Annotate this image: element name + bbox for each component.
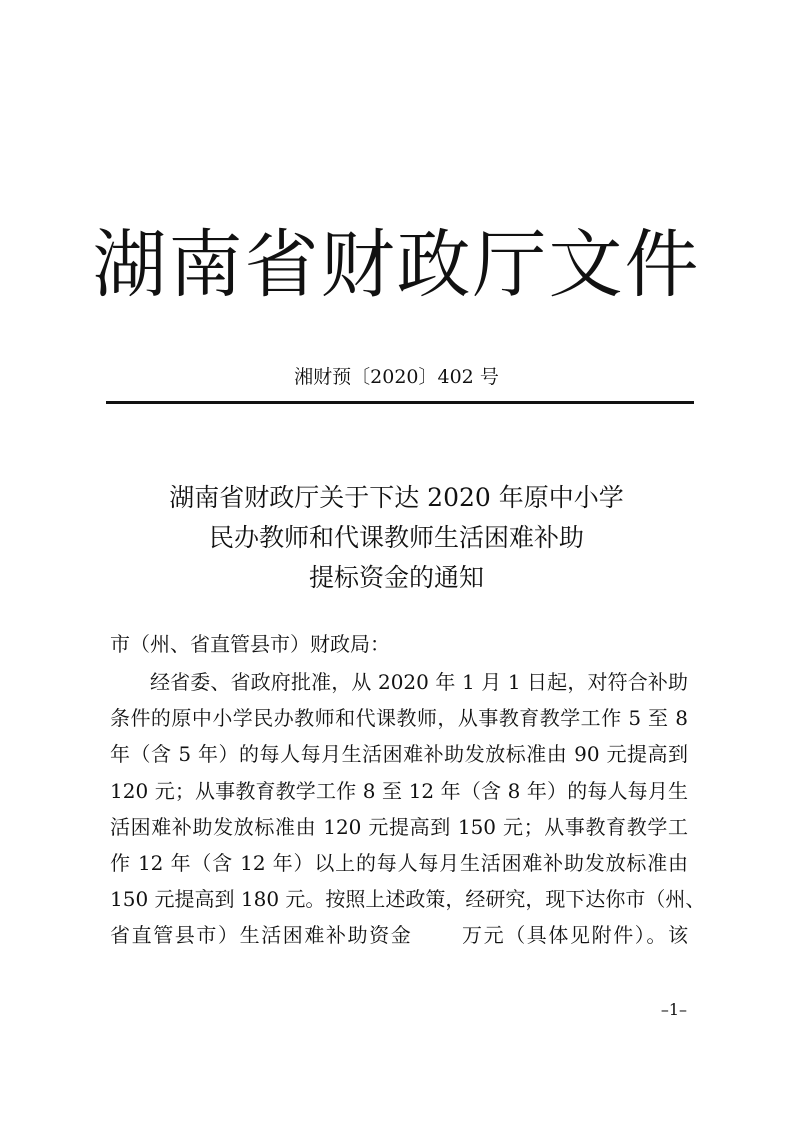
body-line-8-part-2: 万元（具体见附件）。该 <box>460 923 689 948</box>
notice-title <box>0 478 793 598</box>
body-line-3: 年（含 5 年）的每人每月生活困难补助发放标准由 90 元提高到 <box>110 742 688 767</box>
body-line-2: 条件的原中小学民办教师和代课教师，从事教育教学工作 5 至 8 <box>110 706 688 731</box>
body-line-6: 作 12 年（含 12 年）以上的每人每月生活困难补助发放标准由 <box>110 851 688 876</box>
notice-title-line-1: 湖南省财政厅关于下达 2020 年原中小学 <box>169 483 624 512</box>
document-number: 湘财预〔2020〕402 号 <box>294 366 499 388</box>
body-line-8 <box>110 917 688 953</box>
addressee: 市（州、省直管县市）财政局： <box>110 632 390 656</box>
body-line-4: 120 元；从事教育教学工作 8 至 12 年（含 8 年）的每人每月生 <box>110 778 688 803</box>
body-text <box>110 664 706 954</box>
notice-title-line-2: 民办教师和代课教师生活困难补助 <box>208 523 584 552</box>
body-line-5: 活困难补助发放标准由 120 元提高到 150 元；从事教育教学工 <box>110 814 688 839</box>
agency-title: 湖南省财政厅文件 <box>92 222 701 308</box>
body-line-8-part-1: 省直管县市）生活困难补助资金 <box>110 923 413 948</box>
body-line-7: 150 元提高到 180 元。按照上述政策，经研究，现下达你市（州、 <box>110 887 706 912</box>
header-divider <box>106 401 694 404</box>
body-line-1: 经省委、省政府批准，从 2020 年 1 月 1 日起，对符合补助 <box>150 670 688 694</box>
page-number: –1– <box>660 1000 687 1019</box>
notice-title-line-3: 提标资金的通知 <box>308 563 484 592</box>
